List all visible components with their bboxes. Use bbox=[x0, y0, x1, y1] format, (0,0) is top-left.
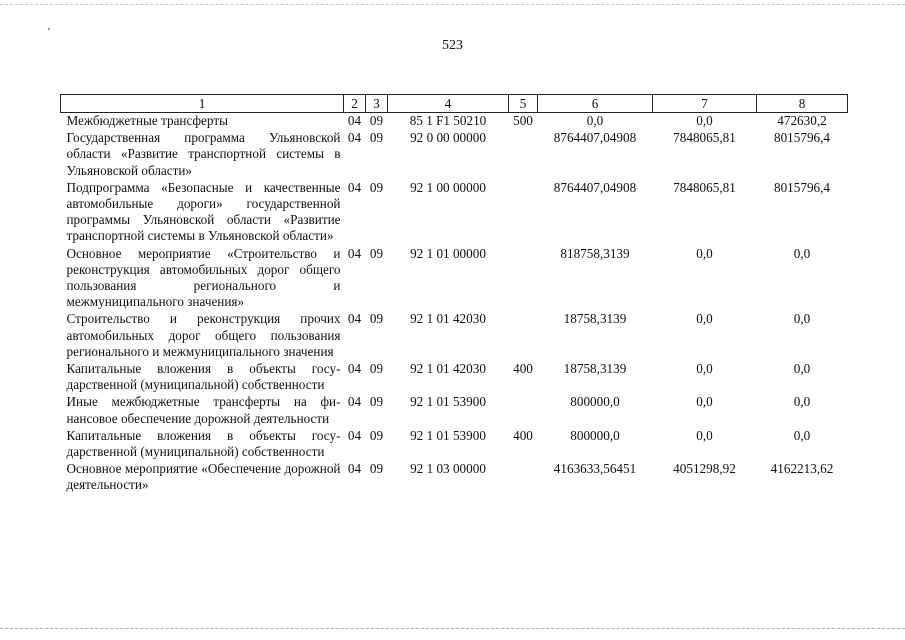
row-amount-year1: 8764407,04908 bbox=[553, 179, 637, 195]
row-subsection: 09 bbox=[369, 113, 384, 128]
row-amount-year3: 0,0 bbox=[793, 427, 811, 443]
row-target-code: 92 0 00 00000 bbox=[410, 130, 486, 146]
row-target-code: 85 1 F1 50210 bbox=[409, 113, 487, 128]
row-expense-type bbox=[509, 180, 538, 246]
row-amount-year2: 0,0 bbox=[696, 427, 713, 443]
budget-table bbox=[60, 94, 848, 495]
table-row bbox=[61, 394, 848, 427]
row-section: 04 bbox=[347, 179, 362, 195]
row-section: 04 bbox=[347, 427, 362, 443]
row-expense-type bbox=[509, 130, 538, 180]
row-subsection: 09 bbox=[369, 361, 384, 377]
row-amount-year3: 472630,2 bbox=[777, 113, 827, 128]
row-target-code: 92 1 01 42030 bbox=[410, 311, 486, 327]
row-amount-year3: 4162213,62 bbox=[770, 461, 834, 477]
column-header: 1 bbox=[61, 95, 344, 113]
page-number: 523 bbox=[442, 38, 463, 53]
row-target-code: 92 1 00 00000 bbox=[410, 179, 486, 195]
row-section: 04 bbox=[347, 113, 362, 128]
row-section: 04 bbox=[347, 394, 362, 410]
row-target-code: 92 1 01 42030 bbox=[410, 361, 486, 377]
row-target-code: 92 1 01 00000 bbox=[410, 245, 486, 261]
row-subsection: 09 bbox=[369, 394, 384, 410]
row-amount-year2: 0,0 bbox=[696, 361, 713, 377]
row-section: 04 bbox=[347, 361, 362, 377]
column-header: 6 bbox=[538, 95, 653, 113]
row-amount-year2: 0,0 bbox=[696, 394, 713, 410]
table-row bbox=[61, 130, 848, 180]
table-row bbox=[61, 113, 848, 131]
row-amount-year2: 0,0 bbox=[696, 311, 713, 327]
table-header-row bbox=[61, 95, 848, 113]
row-amount-year1: 0,0 bbox=[586, 113, 604, 128]
row-section: 04 bbox=[347, 245, 362, 261]
row-amount-year2: 4051298,92 bbox=[673, 461, 736, 477]
row-expense-type bbox=[509, 246, 538, 312]
row-subsection: 09 bbox=[369, 427, 384, 443]
row-expense-type: 400 bbox=[513, 361, 533, 377]
row-section: 04 bbox=[347, 461, 362, 477]
row-name: Межбюджетные трансферты bbox=[66, 113, 228, 128]
row-amount-year3: 8015796,4 bbox=[773, 179, 831, 195]
row-name: Основное мероприятие «Обеспечение дорожной деятельности» bbox=[66, 461, 341, 493]
table-row bbox=[61, 428, 848, 461]
row-amount-year3: 0,0 bbox=[793, 245, 811, 261]
row-section: 04 bbox=[347, 311, 362, 327]
row-target-code: 92 1 03 00000 bbox=[410, 461, 486, 477]
row-name: Капитальные вложения в объекты государственной (муниципальной) собственности bbox=[66, 427, 341, 460]
row-name: Иные межбюджетные трансферты на финансовое обеспечение дорожной деятельности bbox=[66, 394, 341, 426]
row-amount-year2: 0,0 bbox=[696, 245, 713, 261]
row-expense-type bbox=[509, 311, 538, 361]
row-amount-year1: 18758,3139 bbox=[563, 361, 627, 377]
row-name: Строительство и реконструкция прочих автомобильных дорог общего пользования регионального и межмуниципального значения bbox=[66, 311, 341, 359]
row-subsection: 09 bbox=[369, 461, 384, 477]
row-amount-year2: 7848065,81 bbox=[673, 179, 736, 195]
row-amount-year1: 4163633,56451 bbox=[553, 461, 637, 477]
table-row bbox=[61, 461, 848, 494]
row-amount-year3: 0,0 bbox=[793, 311, 811, 327]
row-subsection: 09 bbox=[369, 179, 384, 195]
table-row bbox=[61, 311, 848, 361]
scan-speck bbox=[48, 28, 50, 30]
row-expense-type bbox=[509, 461, 538, 494]
row-amount-year2: 7848065,81 bbox=[673, 130, 736, 146]
scan-edge-top bbox=[0, 4, 905, 6]
row-amount-year2: 0,0 bbox=[696, 113, 713, 128]
column-header: 8 bbox=[757, 95, 848, 113]
column-header: 7 bbox=[653, 95, 757, 113]
column-header: 4 bbox=[388, 95, 509, 113]
table-row bbox=[61, 246, 848, 312]
row-expense-type: 500 bbox=[513, 113, 533, 128]
row-expense-type bbox=[509, 394, 538, 427]
row-amount-year3: 0,0 bbox=[793, 394, 811, 410]
row-target-code: 92 1 01 53900 bbox=[410, 427, 486, 443]
row-amount-year1: 800000,0 bbox=[570, 427, 620, 443]
row-amount-year1: 800000,0 bbox=[570, 394, 620, 410]
scan-edge-bottom bbox=[0, 628, 905, 630]
row-amount-year3: 8015796,4 bbox=[773, 130, 831, 146]
row-expense-type: 400 bbox=[513, 427, 533, 443]
row-name: Капитальные вложения в объекты государственной (муниципальной) собственности bbox=[66, 361, 341, 393]
column-header: 2 bbox=[344, 95, 366, 113]
row-name: Подпрограмма «Безопасные и качественные автомобильные дороги» государственной программы Ульяновской области «Развитие транспортной системы в Ульяновской области» bbox=[66, 179, 341, 244]
row-amount-year1: 8764407,04908 bbox=[553, 130, 637, 146]
row-target-code: 92 1 01 53900 bbox=[410, 394, 486, 410]
row-amount-year1: 818758,3139 bbox=[560, 245, 630, 261]
row-amount-year1: 18758,3139 bbox=[563, 311, 627, 327]
row-name: Государственная программа Ульяновской области «Развитие транспортной системы в Ульяновской области» bbox=[66, 130, 341, 178]
row-amount-year3: 0,0 bbox=[793, 361, 811, 377]
row-subsection: 09 bbox=[369, 245, 384, 261]
row-name: Основное мероприятие «Строительство и реконструкция автомобильных дорог общего пользования регионального и межмуниципального значения» bbox=[66, 245, 341, 310]
column-header: 3 bbox=[366, 95, 388, 113]
row-subsection: 09 bbox=[369, 311, 384, 327]
column-header: 5 bbox=[509, 95, 538, 113]
row-subsection: 09 bbox=[369, 130, 384, 146]
table-row bbox=[61, 180, 848, 246]
table-row bbox=[61, 361, 848, 394]
row-section: 04 bbox=[347, 130, 362, 146]
